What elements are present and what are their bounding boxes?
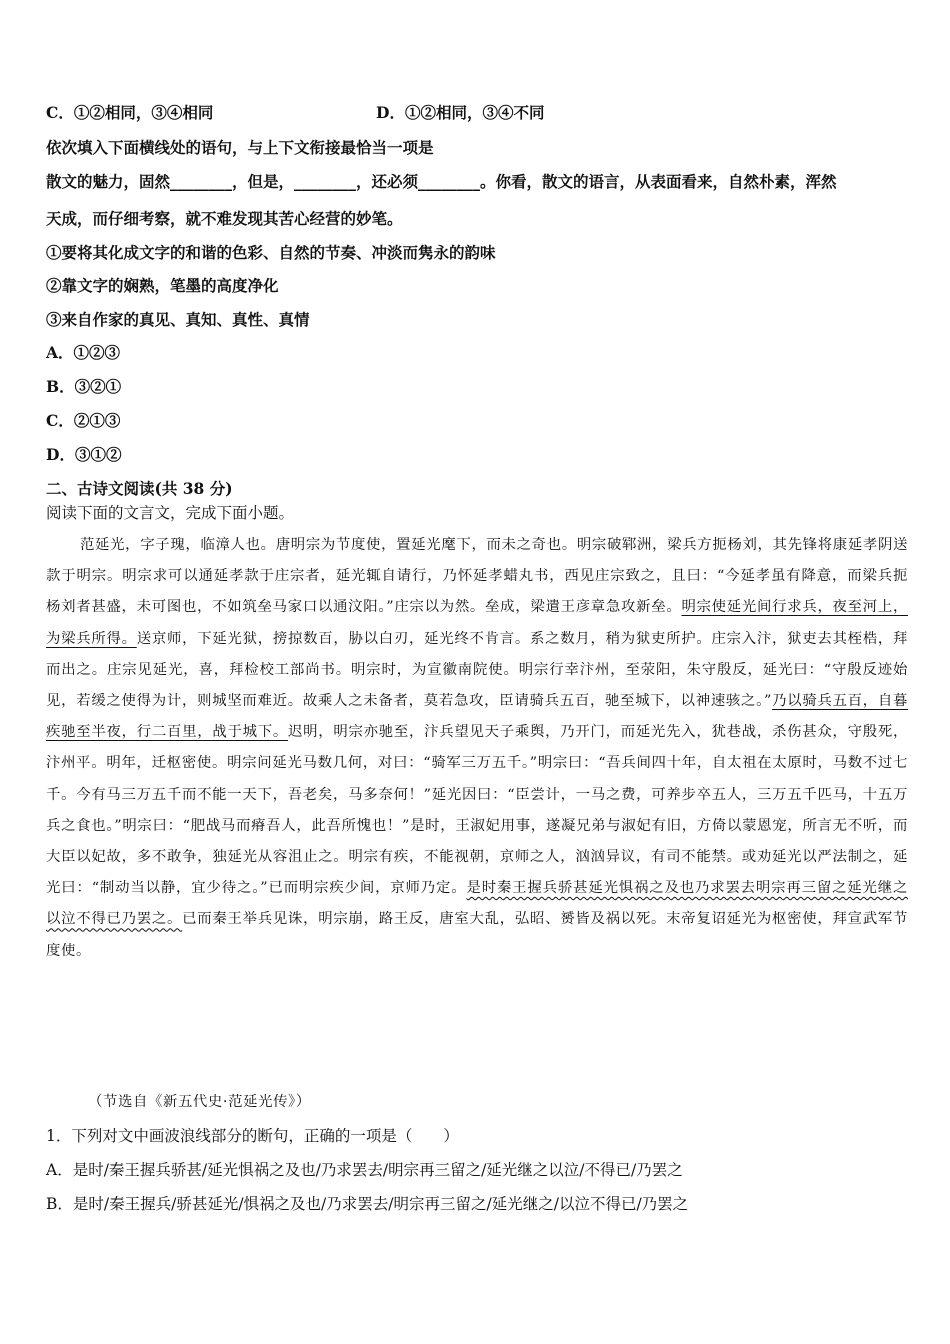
sentence-1: ①要将其化成文字的和谐的色彩、自然的节奏、冲淡而隽永的韵味 — [46, 243, 496, 262]
question-1-option-b: B．是时/秦王握兵/骄甚延光/惧祸之及也/乃求罢去/明宗再三留之/延光继之/以泣不得已/乃罢之 — [46, 1195, 689, 1213]
fill-option-c: C．②①③ — [46, 411, 121, 430]
fill-option-b: B．③②① — [46, 377, 122, 396]
sentence-3: ③来自作家的真见、真知、真性、真情 — [46, 310, 310, 329]
option-d: D．①②相同，③④不同 — [376, 103, 545, 122]
section-instruction: 阅读下面的文言文，完成下面小题。 — [46, 504, 295, 522]
underlined-sentence-1: 明宗使延光间行求兵，夜至河上，为梁兵所得。 — [46, 599, 908, 647]
passage-part-4: 已而秦王举兵见诛，明宗崩，路王反，唐室大乱，弘昭、赟皆及祸以死。末帝复诏延光为枢密使，拜宣武军节度使。 — [46, 911, 908, 959]
classical-passage — [46, 530, 908, 967]
passage-part-2: 送京师，下延光狱，搒掠数百，胁以白刃，延光终不肯言。系之数月，稍为狱吏所护。庄宗入汴，狱吏去其桎梏，拜而出之。庄宗见延光，喜，拜检校工部尚书。明宗时，为宣徽南院使。明宗行幸汴州，至荥阳，朱守殷反，延光曰：“守殷反迹始见，若缓之使得为计，则城坚而难近。故乘人之未备者，莫若急攻，臣请骑兵五百，驰至城下，以神速骇之。” — [46, 630, 908, 710]
underlined-sentence-2: 乃以骑兵五百，自暮疾驰至半夜，行二百里，战于城下。 — [46, 693, 909, 741]
passage-part-3: 迟明，明宗亦驰至，汴兵望见天子乘舆，乃开门，而延光先入，犹巷战，杀伤甚众，守殷死，汴州平。明年，迁枢密使。明宗问延光马数几何，对曰：“骑军三万五千。”明宗曰：“吾兵间四十年，自太祖在太原时，马数不过七千。今有马三万五千而不能一天下，吾老矣，马多奈何！”延光因曰：“臣尝计，一马之费，可养步卒五人，三万五千匹马，十五万兵之食也。”明宗曰：“肥战马而瘠吾人，此吾所愧也！”是时，王淑妃用事，遂凝兄弟与淑妃有旧，方倚以蒙恩宠，所言无不听，而大臣以妃故，多不敢争，独延光从容沮止之。明宗有疾，不能视朝，京师之人，汹汹异议，有司不能禁。或劝延光以严法制之，延光曰：“制动当以静，宜少待之。”已而明宗疾少间，京师乃定。 — [46, 724, 908, 897]
passage-source: （节选自《新五代史·范延光传》） — [88, 1094, 311, 1110]
section-heading: 二、古诗文阅读(共 38 分) — [46, 479, 233, 498]
fill-question-prompt: 依次填入下面横线处的语句，与上下文衔接最恰当一项是 — [46, 138, 434, 157]
fill-question-text-line2: 天成，而仔细考察，就不难发现其苦心经营的妙笔。 — [46, 209, 403, 228]
prev-question-options-cd — [46, 101, 906, 123]
fill-question-text-line1: 散文的魅力，固然________，但是，________，还必须________。你看，散文的语言，从表面看来，自然朴素，浑然 — [46, 172, 837, 191]
option-c: C．①②相同，③④相同 — [46, 103, 214, 122]
passage-part-1: 范延光，字子瑰，临漳人也。唐明宗为节度使，置延光麾下，而未之奇也。明宗破郓洲，梁兵方扼杨刘，其先锋将康延孝阴送款于明宗。明宗求可以通延孝款于庄宗者，延光辄自请行，乃怀延孝蜡丸书，西见庄宗致之，且曰：“今延孝虽有降意，而梁兵扼杨刘者甚盛，未可图也，不如筑垒马家口以通汶阳。”庄宗以为然。垒成，梁遣王彦章急攻新垒。 — [46, 537, 908, 616]
question-1-stem: 1．下列对文中画波浪线部分的断句，正确的一项是（ ） — [46, 1127, 459, 1145]
wavy-underlined-passage: 是时秦王握兵骄甚延光惧祸之及也乃求罢去明宗再三留之延光继之以泣不得已乃罢之。 — [46, 880, 908, 928]
question-1-option-a: A．是时/秦王握兵骄甚/延光惧祸之及也/乃求罢去/明宗再三留之/延光继之以泣/不得已/乃罢之 — [46, 1161, 683, 1179]
sentence-2: ②靠文字的娴熟，笔墨的高度净化 — [46, 276, 279, 295]
fill-option-d: D．③①② — [46, 445, 122, 464]
fill-option-a: A．①②③ — [46, 343, 121, 362]
